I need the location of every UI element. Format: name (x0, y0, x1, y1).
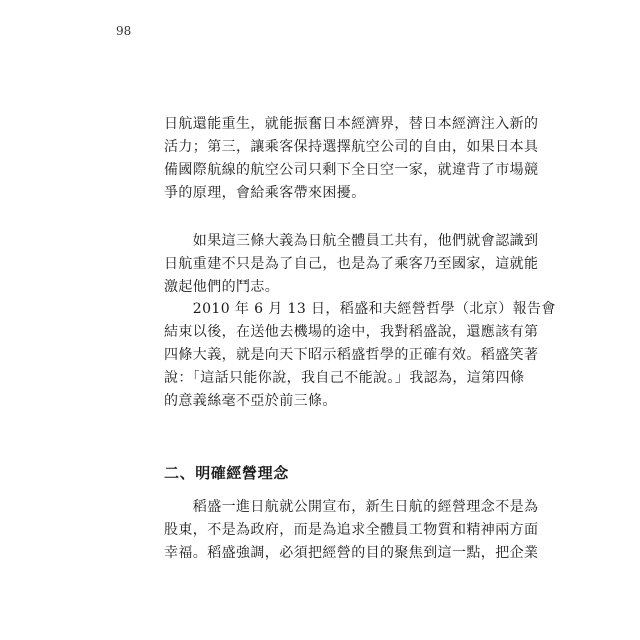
text-line: 說：「這話只能你說，我自己不能說。」我認為，這第四條 (164, 370, 525, 386)
text-line: 2010 年 6 月 13 日，稻盛和夫經營哲學（北京）報告會 (164, 301, 556, 317)
paragraph-1 (164, 113, 539, 205)
text-line: 日航還能重生，就能振奮日本經濟界，替日本經濟注入新的 (164, 116, 539, 132)
page-number: 98 (116, 24, 132, 38)
section-heading: 二、明確經營理念 (164, 464, 289, 482)
paragraph-4 (164, 496, 539, 565)
text-line: 稻盛一進日航就公開宣布，新生日航的經營理念不是為 (164, 499, 539, 515)
text-line: 備國際航線的航空公司只剩下全日空一家，就違背了市場競 (164, 162, 539, 178)
text-line: 幸福。稻盛強調，必須把經營的目的聚焦到這一點，把企業 (164, 545, 539, 561)
text-line: 股東，不是為政府，而是為追求全體員工物質和精神兩方面 (164, 522, 539, 538)
text-line: 活力；第三，讓乘客保持選擇航空公司的自由，如果日本具 (164, 139, 539, 155)
text-line: 激起他們的鬥志。 (164, 279, 280, 295)
paragraph-3 (164, 298, 556, 413)
text-line: 日航重建不只是為了自己，也是為了乘客乃至國家，這就能 (164, 256, 539, 272)
text-line: 如果這三條大義為日航全體員工共有，他們就會認識到 (164, 233, 539, 249)
text-line: 的意義絲毫不亞於前三條。 (164, 393, 337, 409)
text-line: 爭的原理，會給乘客帶來困擾。 (164, 185, 366, 201)
text-line: 四條大義，就是向天下昭示稻盛哲學的正確有效。稻盛笑著 (164, 347, 539, 363)
text-line: 結束以後，在送他去機場的途中，我對稻盛說，還應該有第 (164, 324, 539, 340)
paragraph-2 (164, 230, 539, 299)
